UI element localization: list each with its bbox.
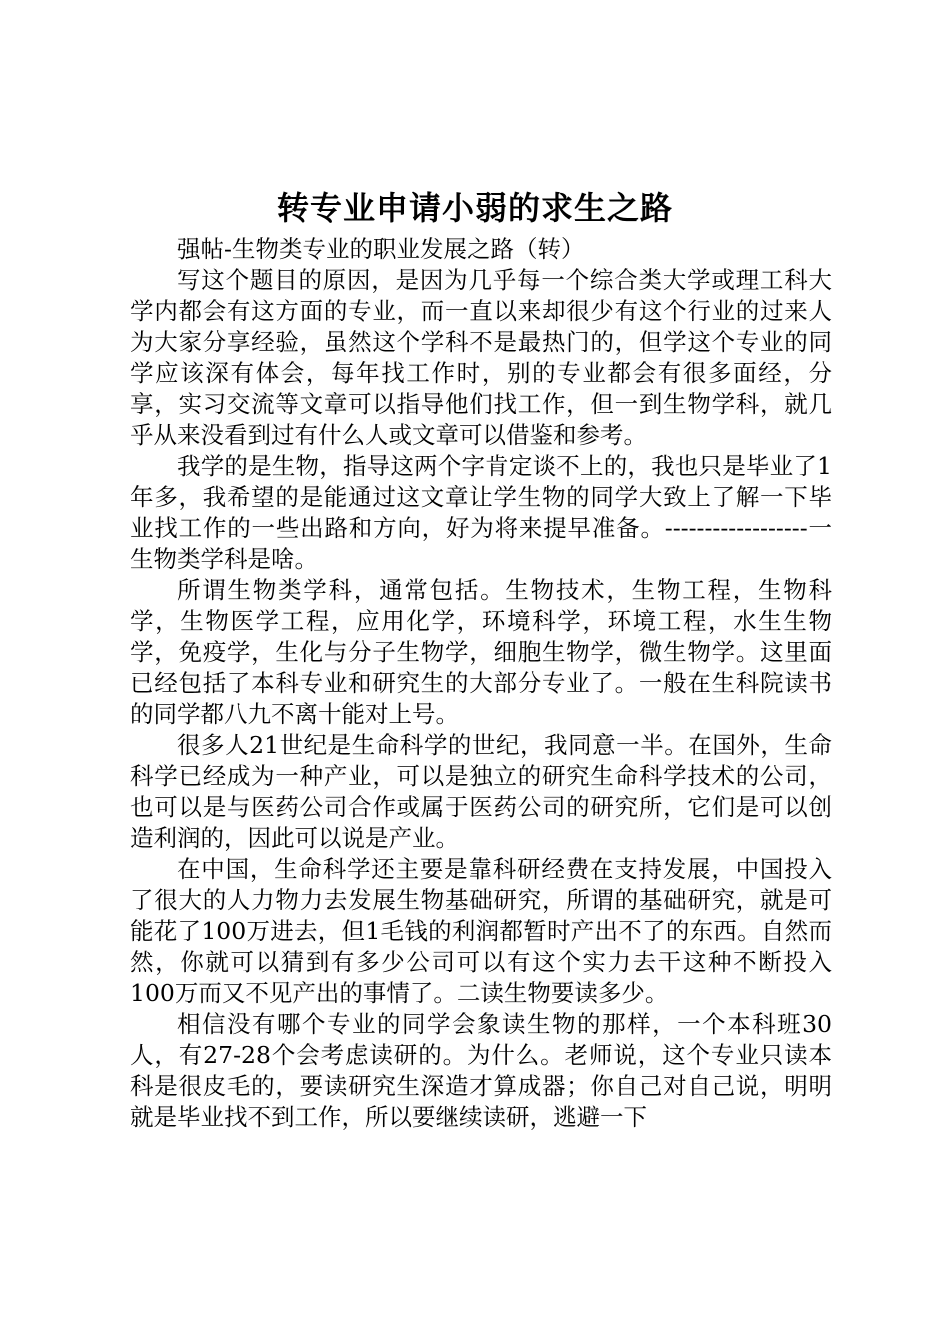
- paragraph-6: 相信没有哪个专业的同学会象读生物的那样，一个本科班30人，有27-28个会考虑读研的。为什么。老师说，这个专业只读本科是很皮毛的，要读研究生深造才算成器；你自己对自己说，明明就是毕业找不到工作，所以要继续读研，逃避一下: [130, 1010, 832, 1131]
- document-title: 转专业申请小弱的求生之路: [276, 189, 673, 227]
- paragraph-2: 我学的是生物，指导这两个字肯定谈不上的，我也只是毕业了1年多，我希望的是能通过这文章让学生物的同学大致上了解一下毕业找工作的一些出路和方向，好为将来提早准备。------------------一生物类学科是啥。: [130, 452, 832, 573]
- paragraph-1: 写这个题目的原因，是因为几乎每一个综合类大学或理工科大学内都会有这方面的专业，而一直以来却很少有这个行业的过来人为大家分享经验，虽然这个学科不是最热门的，但学这个专业的同学应该深有体会，每年找工作时，别的专业都会有很多面经，分享，实习交流等文章可以指导他们找工作，但一到生物学科，就几乎从来没看到过有什么人或文章可以借鉴和参考。: [130, 266, 832, 449]
- paragraph-3: 所谓生物类学科，通常包括。生物技术，生物工程，生物科学，生物医学工程，应用化学，环境科学，环境工程，水生生物学，免疫学，生化与分子生物学，细胞生物学，微生物学。这里面已经包括了本科专业和研究生的大部分专业了。一般在生科院读书的同学都八九不离十能对上号。: [130, 576, 832, 728]
- document-body: [130, 234, 832, 1133]
- paragraph-4: 很多人21世纪是生命科学的世纪，我同意一半。在国外，生命科学已经成为一种产业，可以是独立的研究生命科学技术的公司，也可以是与医药公司合作或属于医药公司的研究所，它们是可以创造利润的，因此可以说是产业。: [130, 731, 832, 852]
- paragraph-subtitle: 强帖-生物类专业的职业发展之路（转）: [177, 235, 585, 263]
- paragraph-5: 在中国，生命科学还主要是靠科研经费在支持发展，中国投入了很大的人力物力去发展生物基础研究，所谓的基础研究，就是可能花了100万进去，但1毛钱的利润都暂时产出不了的东西。自然而然，你就可以猜到有多少公司可以有这个实力去干这种不断投入100万而又不见产出的事情了。二读生物要读多少。: [130, 855, 832, 1007]
